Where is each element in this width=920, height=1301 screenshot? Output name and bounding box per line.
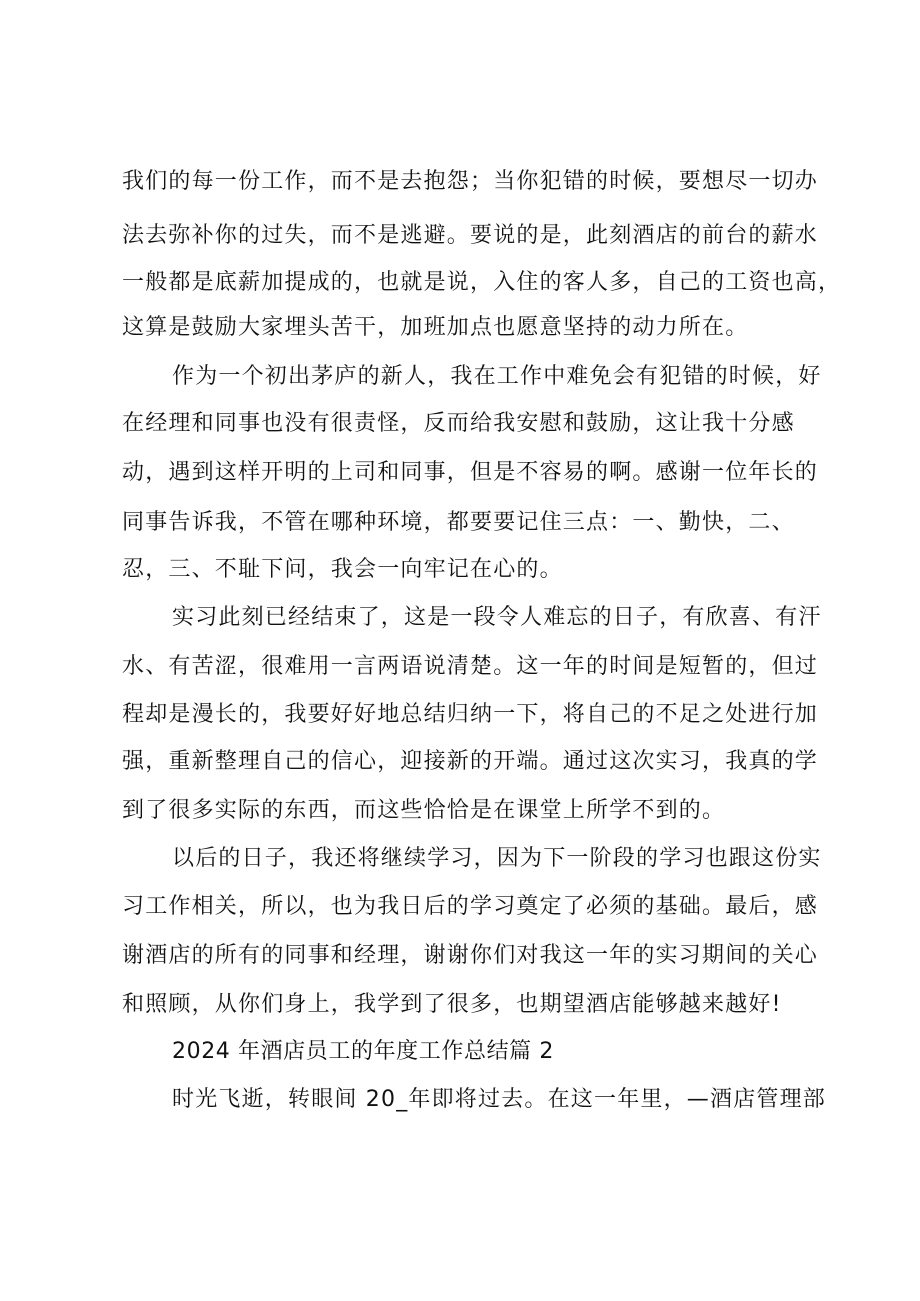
paragraph-3-line-3: 程却是漫长的，我要好好地总结归纳一下，将自己的不足之处进行加 (122, 702, 819, 727)
paragraph-2-line-3: 动，遇到这样开明的上司和同事，但是不容易的啊。感谢一位年长的 (122, 460, 819, 485)
paragraph-4-line-1: 以后的日子，我还将继续学习，因为下一阶段的学习也跟这份实 (172, 846, 822, 871)
paragraph-2-line-5: 忍，三、不耻下问，我会一向牢记在心的。 (122, 557, 563, 582)
paragraph-3-line-1: 实习此刻已经结束了，这是一段令人难忘的日子，有欣喜、有汗 (172, 605, 822, 630)
paragraph-1-line-4: 这算是鼓励大家埋头苦干，加班加点也愿意坚持的动力所在。 (122, 315, 749, 340)
paragraph-3-line-2: 水、有苦涩，很难用一言两语说清楚。这一年的时间是短暂的，但过 (122, 654, 819, 679)
paragraph-5-line-1: 时光飞逝，转眼间 20_年即将过去。在这一年里，—酒店管理部 (172, 1087, 826, 1112)
paragraph-4-line-3: 谢酒店的所有的同事和经理，谢谢你们对我这一年的实习期间的关心 (122, 943, 819, 968)
paragraph-4-line-2: 习工作相关，所以，也为我日后的学习奠定了必须的基础。最后，感 (122, 894, 819, 919)
paragraph-2-line-4: 同事告诉我，不管在哪种环境，都要要记住三点：一、勤快，二、 (122, 510, 795, 535)
paragraph-1-line-1: 我们的每一份工作，而不是去抱怨；当你犯错的时候，要想尽一切办 (122, 169, 819, 194)
section-heading: 2024 年酒店员工的年度工作总结篇 2 (172, 1039, 554, 1064)
paragraph-1-line-3: 一般都是底薪加提成的，也就是说，入住的客人多，自己的工资也高， (122, 270, 842, 295)
paragraph-3-line-5: 到了很多实际的东西，而这些恰恰是在课堂上所学不到的。 (122, 798, 726, 823)
paragraph-2-line-1: 作为一个初出茅庐的新人，我在工作中难免会有犯错的时候，好 (172, 364, 822, 389)
paragraph-4-line-4: 和照顾，从你们身上，我学到了很多，也期望酒店能够越来越好! (122, 992, 782, 1017)
paragraph-3-line-4: 强，重新整理自己的信心，迎接新的开端。通过这次实习，我真的学 (122, 749, 819, 774)
paragraph-1-line-2: 法去弥补你的过失，而不是逃避。要说的是，此刻酒店的前台的薪水 (122, 223, 819, 248)
paragraph-2-line-2: 在经理和同事也没有很责怪，反而给我安慰和鼓励，这让我十分感 (122, 411, 795, 436)
